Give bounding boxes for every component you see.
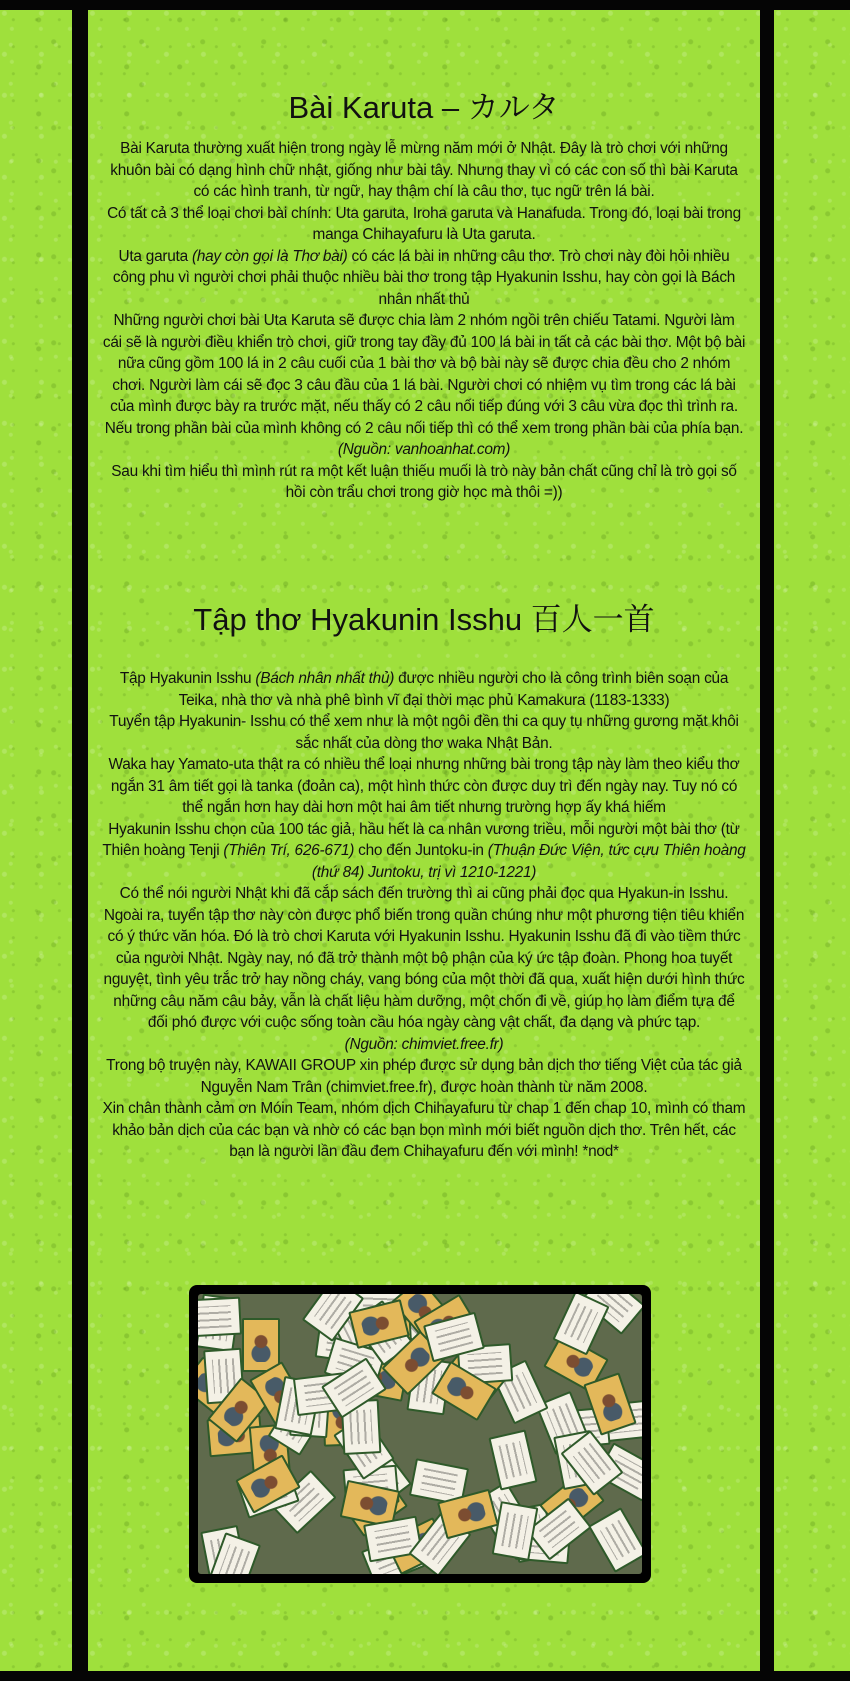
hyakunin-isshu-title: Tập thơ Hyakunin Isshu 百人一首 [193,602,655,637]
hyakunin-section-text [102,668,746,1163]
karuta-cards-photo-frame [189,1285,651,1583]
hyakunin-anthology-paragraph: Tuyển tập Hyakunin- Isshu có thể xem như là một ngôi đền thi ca quy tụ những gương mặt khôi sắc nhất của dòng thơ waka Nhật Bản. [109,713,739,752]
thanks-paragraph: Xin chân thành cảm ơn Móin Team, nhóm dịch Chihayafuru từ chap 1 đến chap 10, mình có tham khảo bản dịch của các bạn và nhờ có các bạn bọn mình mới biết nguồn dịch thơ. Trên hết, các bạn là người lần đầu đem Chihayafuru đến với mình! *nod* [102,1100,746,1160]
hyakunin-source: (Nguồn: chimviet.free.fr) [344,1035,504,1053]
karuta-card [198,1297,242,1338]
translation-credit-paragraph: Trong bộ truyện này, KAWAII GROUP xin phép được sử dụng bản dịch thơ tiếng Việt của tác giả Nguyễn Nam Trân (chimviet.free.fr), được hoàn thành từ năm 2008. [106,1057,742,1096]
left-side-strip [0,10,72,1671]
culture-paragraph: Có thể nói người Nhật khi đã cắp sách đến trường thì ai cũng phải đọc qua Hyakun-in Isshu. Ngoài ra, tuyển tập thơ này còn được phổ biến trong quần chúng như một phương tiện tiêu khiển có ý thức văn hóa. Đó là trò chơi Karuta với Hyakunin Isshu. Hyakunin Isshu đã đi vào tiềm thức của người Nhật. Ngày nay, nó đã trở thành một bộ phận của ký ức tập đoàn. Phong hoa tuyết nguyệt, tình yêu trắc trở hay nồng cháy, vang bóng của một thời đã qua, xuất hiện dưới hình thức những câu năm câu bảy, vẫn là chất liệu hàm dưỡng, một chốn đi về, giúp họ làm điểm tựa để đối phó được với cuộc sống toàn cầu hóa ngày càng vật chất, đa dạng và phức tạp. [103,885,745,1031]
karuta-section-text [102,138,746,504]
karuta-card [242,1318,280,1372]
poets-paragraph: Hyakunin Isshu chọn của 100 tác giả, hầu hết là ca nhân vương triều, mỗi người một bài thơ (từ Thiên hoàng Tenji (Thiên Trí, 626-671) cho đến Juntoku-in (Thuận Đức Viện, tức cựu Thiên hoàng (thứ 84) Juntoku, trị vì 1210-1221) [102,820,746,881]
karuta-card [588,1507,642,1573]
karuta-title: Bài Karuta – カルタ [288,90,560,125]
karuta-cards-photo [198,1294,642,1574]
karuta-source: (Nguồn: vanhoanhat.com) [337,441,511,458]
uta-garuta-paragraph: Uta garuta (hay còn gọi là Thơ bài) có các lá bài in những câu thơ. Trò chơi này đòi hỏi nhiều công phu vì người chơi phải thuộc nhiều bài thơ trong tập Hyakunin Isshu, hay còn gọi là Bách nhân nhất thủ [112,247,736,308]
karuta-types-paragraph: Có tất cả 3 thể loại chơi bài chính: Uta garuta, Iroha garuta và Hanafuda. Trong đó, loại bài trong manga Chihayafuru là Uta garuta. [107,204,741,243]
karuta-rules-paragraph: Những người chơi bài Uta Karuta sẽ được chia làm 2 nhóm ngồi trên chiếu Tatami. Người làm cái sẽ là người điều khiển trò chơi, giữ trong tay đầy đủ 100 lá bài in tất cả các bài thơ. Một bộ bài nữa cũng gồm 100 lá in 2 câu cuối của 1 bài thơ và bộ bài này sẽ được chia đều cho 2 nhóm chơi. Người làm cái sẽ đọc 3 câu đầu của 1 lá bài. Người chơi có nhiệm vụ tìm trong các lá bài của mình được bày ra trước mặt, nếu thấy có 2 câu nối tiếp đúng với 3 câu vừa đọc thì trình ra. Nếu trong phần bài của mình không có 2 câu nối tiếp thì có thể xem trong phần bài của phía bạn. [102,312,746,437]
karuta-intro-paragraph: Bài Karuta thường xuất hiện trong ngày lễ mừng năm mới ở Nhật. Đây là trò chơi với những khuôn bài có dạng hình chữ nhật, giống như bài tây. Nhưng thay vì có các con số thì bài Karuta có các hình tranh, từ ngữ, hay thậm chí là câu thơ, tục ngữ trên lá bài. [110,140,738,200]
waka-paragraph: Waka hay Yamato-uta thật ra có nhiều thể loại nhưng những bài trong tập này làm theo kiểu thơ ngắn 31 âm tiết gọi là tanka (đoản ca), một hình thức còn được duy trì đến ngày nay. Tuy nó có thể ngắn hơn hay dài hơn một hai âm tiết nhưng trường hợp ấy khá hiếm [108,756,740,816]
karuta-conclusion: Sau khi tìm hiểu thì mình rút ra một kết luận thiếu muối là trò này bản chất cũng chỉ là trò gọi số hồi còn trẩu chơi trong giờ học mà thôi =)) [111,462,737,501]
hyakunin-intro-paragraph: Tập Hyakunin Isshu (Bách nhân nhất thủ) được nhiều người cho là công trình biên soạn của Teika, nhà thơ và nhà phê bình vĩ đại thời mạc phủ Kamakura (1183-1333) [119,670,729,709]
right-side-strip [774,10,850,1671]
karuta-card [488,1429,537,1490]
